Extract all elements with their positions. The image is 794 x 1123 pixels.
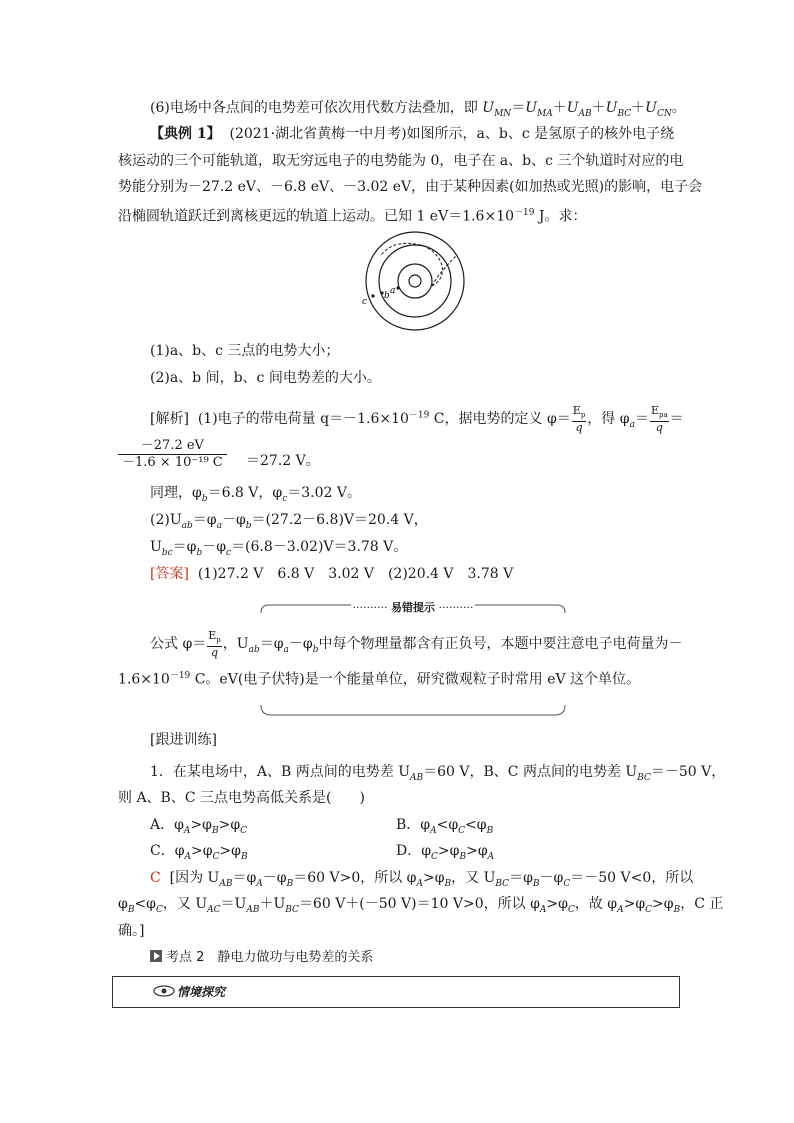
example-text-1: (2021·湖北省黄梅一中月考)如图所示，a、b、c 是氢原子的核外电子绕	[229, 126, 675, 142]
section-title: 考点 2 静电力做功与电势差的关系	[166, 950, 374, 965]
explanation-line-1: C [因为 $U_{AB}=\varphi_A-\varphi_B=60$ V>0，所以 $\varphi_A>\varphi_B$，又 $U_{BC}=\varphi_B-\varphi_C=-50$ V<0，所以	[150, 870, 694, 889]
analysis-text-1a: (1)电子的带电荷量 q＝－1.6×10	[197, 411, 409, 428]
option-a-label: A．φ	[150, 817, 184, 833]
answer-tag: [答案]	[150, 566, 189, 582]
example-line-3: 势能分别为－27.2 eV、－6.8 eV、－3.02 eV，由于某种因素(如加热或光照)的影响，电子会	[118, 179, 703, 195]
practice-text-1b: ＝60 V，B、C 两点间的电势差 U	[423, 764, 638, 780]
option-d[interactable]: D．$\varphi_C>\varphi_B>\varphi_A$	[396, 843, 495, 862]
analysis-text-4: U	[150, 539, 162, 555]
practice-question-line-2: 则 A、B、C 三点电势高低关系是( )	[118, 790, 365, 806]
example-line-4	[118, 203, 587, 227]
orbit-outer	[366, 232, 464, 330]
example-text-4: 沿椭圆轨道跃迁到离核更远的轨道上运动。已知 1 eV＝1.6×10	[118, 208, 515, 225]
analysis-text-4b: ＝φ	[172, 539, 197, 555]
tip-text-1e: 中每个物理量都含有正负号，本题中要注意电子电荷量为－	[318, 636, 683, 653]
analysis-text-3c: －φ	[221, 512, 246, 528]
label-b: b	[384, 291, 390, 301]
option-c-label: C．φ	[150, 843, 185, 859]
orbit-middle	[379, 245, 451, 317]
option-b-label: B．φ	[396, 817, 431, 833]
option-b[interactable]: B．$\varphi_A<\varphi_C<\varphi_B$	[396, 817, 494, 836]
orbit-diagram	[362, 228, 468, 334]
exp-2g: >φ	[546, 896, 568, 912]
analysis-text-2c: ＝3.02 V。	[287, 485, 361, 501]
analysis-text-2: 同理，φ	[150, 485, 202, 501]
point-c	[371, 294, 374, 297]
exp-2e: ＋U	[259, 896, 286, 912]
fraction-result: ＝27.2 V。	[246, 453, 320, 469]
example-tag: 【典例 1】	[150, 126, 221, 142]
example-line-2: 核运动的三个可能轨道，取无穷远电子的电势能为 0，电子在 a、b、c 三个轨道时对应的电	[118, 153, 684, 169]
example-line-1	[150, 124, 674, 144]
exp-2h: ，故 φ	[574, 896, 618, 912]
rule6-text: (6)电场中各点间的电势差可依次用代数方法叠加，即	[150, 100, 483, 116]
example-text-4-end: J。求：	[534, 208, 587, 225]
exp-2d: ＝U	[220, 896, 247, 912]
exponent: －19	[408, 410, 430, 421]
explanation-line-2: $\varphi_B<\varphi_C$，又 $U_{AC}=U_{AB}+U_{BC}=60$ V＋(－50 V)＝10 V>0，所以 $\varphi_A>\varphi_C$，故 $\varphi_A>\varphi_C>\varphi_B$，C 正	[118, 896, 724, 915]
exp-1c: －φ	[262, 870, 287, 886]
analysis-text-3d: ＝(27.2－6.8)V＝20.4 V，	[251, 512, 428, 528]
question-2: (2)a、b 间，b、c 间电势差的大小。	[150, 370, 381, 386]
exp-2j: >φ	[652, 896, 674, 912]
analysis-text-1c: ，得 φ	[587, 411, 630, 428]
scene-icon	[153, 984, 175, 998]
exp-1i: ＝－50 V<0，所以	[570, 870, 694, 886]
option-c[interactable]: C．$\varphi_A>\varphi_C>\varphi_B$	[150, 843, 248, 862]
answer-line	[150, 564, 513, 584]
section-heading	[150, 948, 373, 968]
explanation-line-3: 确。]	[118, 923, 145, 939]
practice-question-line-1: 1．在某电场中，A、B 两点间的电势差 $U_{AB}=60$ V，B、C 两点间的电势差 $U_{BC}=-50$ V，	[150, 764, 726, 783]
analysis-text-4d: ＝(6.8－3.02)V＝3.78 V。	[231, 539, 408, 555]
tip-line-1: 公式 φ＝ $\frac{E_p}{q}$ ，$U_{ab}=\varphi_a-\varphi_b$中每个物理量都含有正负号，本题中要注意电子电荷量为－	[150, 629, 683, 660]
fraction-top: －27.2 eV	[118, 438, 227, 455]
analysis-text-1e: ＝	[669, 411, 684, 428]
label-a: a	[390, 286, 396, 296]
exp-2i: >φ	[623, 896, 646, 912]
tip-text-1d: －φ	[288, 636, 313, 653]
fraction-bottom: －1.6 × 10⁻¹⁹ C	[122, 455, 223, 470]
fraction-value	[118, 438, 227, 471]
practice-tag: [跟进训练]	[150, 732, 217, 748]
analysis-tag: [解析]	[150, 411, 189, 428]
exponent: －19	[169, 671, 191, 681]
analysis-text-3: (2)U	[150, 512, 182, 528]
option-d-label: D．φ	[396, 843, 432, 859]
tip-title-text: 易错提示	[391, 601, 435, 614]
analysis-text-3b: ＝φ	[192, 512, 217, 528]
tip-title: ·········· 易错提示 ··········	[352, 601, 474, 614]
question-1: (1)a、b、c 三点的电势大小；	[150, 343, 340, 359]
tip-text-2b: C。eV(电子伏特)是一个能量单位，研究微观粒子时常用 eV 这个单位。	[190, 671, 641, 688]
fraction-ep-q-tip: $\frac{E_p}{q}$	[208, 629, 221, 660]
exp-2k: ，C 正	[680, 896, 724, 912]
tip-text-2: 1.6×10	[118, 671, 170, 688]
exp-2: φ	[118, 896, 128, 912]
answer-text: (1)27.2 V 6.8 V 3.02 V (2)20.4 V 3.78 V	[197, 566, 514, 582]
play-icon	[150, 950, 162, 962]
analysis-text-1d: ＝	[634, 411, 649, 428]
exp-1e: >φ	[422, 870, 445, 886]
nucleus	[409, 275, 421, 287]
analysis-text-2b: ＝6.8 V，φ	[207, 485, 283, 501]
answer-letter: C	[150, 870, 161, 886]
exp-2f: ＝60 V＋(－50 V)＝10 V>0，所以 φ	[298, 896, 540, 912]
analysis-text-1b: C，据电势的定义 φ＝	[429, 411, 571, 428]
exp-1h: －φ	[539, 870, 564, 886]
analysis-line-3: $(2)U_{ab}=\varphi_a-\varphi_b=(27.2-6.8)V=20.4$ V，	[150, 512, 428, 531]
tip-text-1b: ，U	[222, 636, 249, 653]
exp-1g: ＝φ	[509, 870, 533, 886]
analysis-line-1: [解析] (1)电子的带电荷量 $q=-1.6\times 10^{-19}$ C，据电势的定义 φ＝ $\frac{E_p}{q}$ ，得 $\varphi_a=$ $\frac{E_{pa}}{q}$ ＝	[150, 404, 684, 435]
exp-1b: ＝φ	[232, 870, 257, 886]
exponent: －19	[514, 208, 535, 218]
scene-box	[112, 976, 680, 1008]
practice-text-1a: 1．在某电场中，A、B 两点间的电势差 U	[150, 764, 411, 780]
exp-2b: <φ	[134, 896, 156, 912]
practice-text-1c: ＝－50 V，	[650, 764, 726, 780]
option-a[interactable]: A．$\varphi_A>\varphi_B>\varphi_C$	[150, 817, 248, 836]
analysis-text-4c: －φ	[202, 539, 227, 555]
exp-1f: ，又 U	[451, 870, 496, 886]
label-c: c	[362, 297, 368, 307]
analysis-line-4: $U_{bc}=\varphi_b-\varphi_c=(6.8-3.02)V=3.78$ V。	[150, 539, 408, 558]
orbit-inner	[398, 264, 432, 298]
point-a	[396, 286, 399, 289]
exp-1d: ＝60 V>0，所以 φ	[293, 870, 417, 886]
analysis-line-2: 同理，$\varphi_b=6.8$ V，$\varphi_c=3.02$ V。	[150, 485, 361, 504]
rule-6: (6)电场中各点间的电势差可依次用代数方法叠加，即 $U_{MN}=U_{MA}+U_{AB}+U_{BC}+U_{CN}$。	[150, 100, 686, 119]
tip-text-1a: 公式 φ＝	[150, 636, 207, 653]
exp-2c: ，又 U	[162, 896, 208, 912]
tip-text-1c: ＝φ	[259, 636, 284, 653]
exp-1: [因为 U	[169, 870, 220, 886]
fraction-epa-q: $\frac{E_{pa}}{q}$	[650, 404, 668, 435]
fraction-ep-q: $\frac{E_p}{q}$	[572, 404, 586, 435]
tip-line-2	[118, 666, 640, 690]
scene-label: 情境探究	[177, 985, 226, 999]
